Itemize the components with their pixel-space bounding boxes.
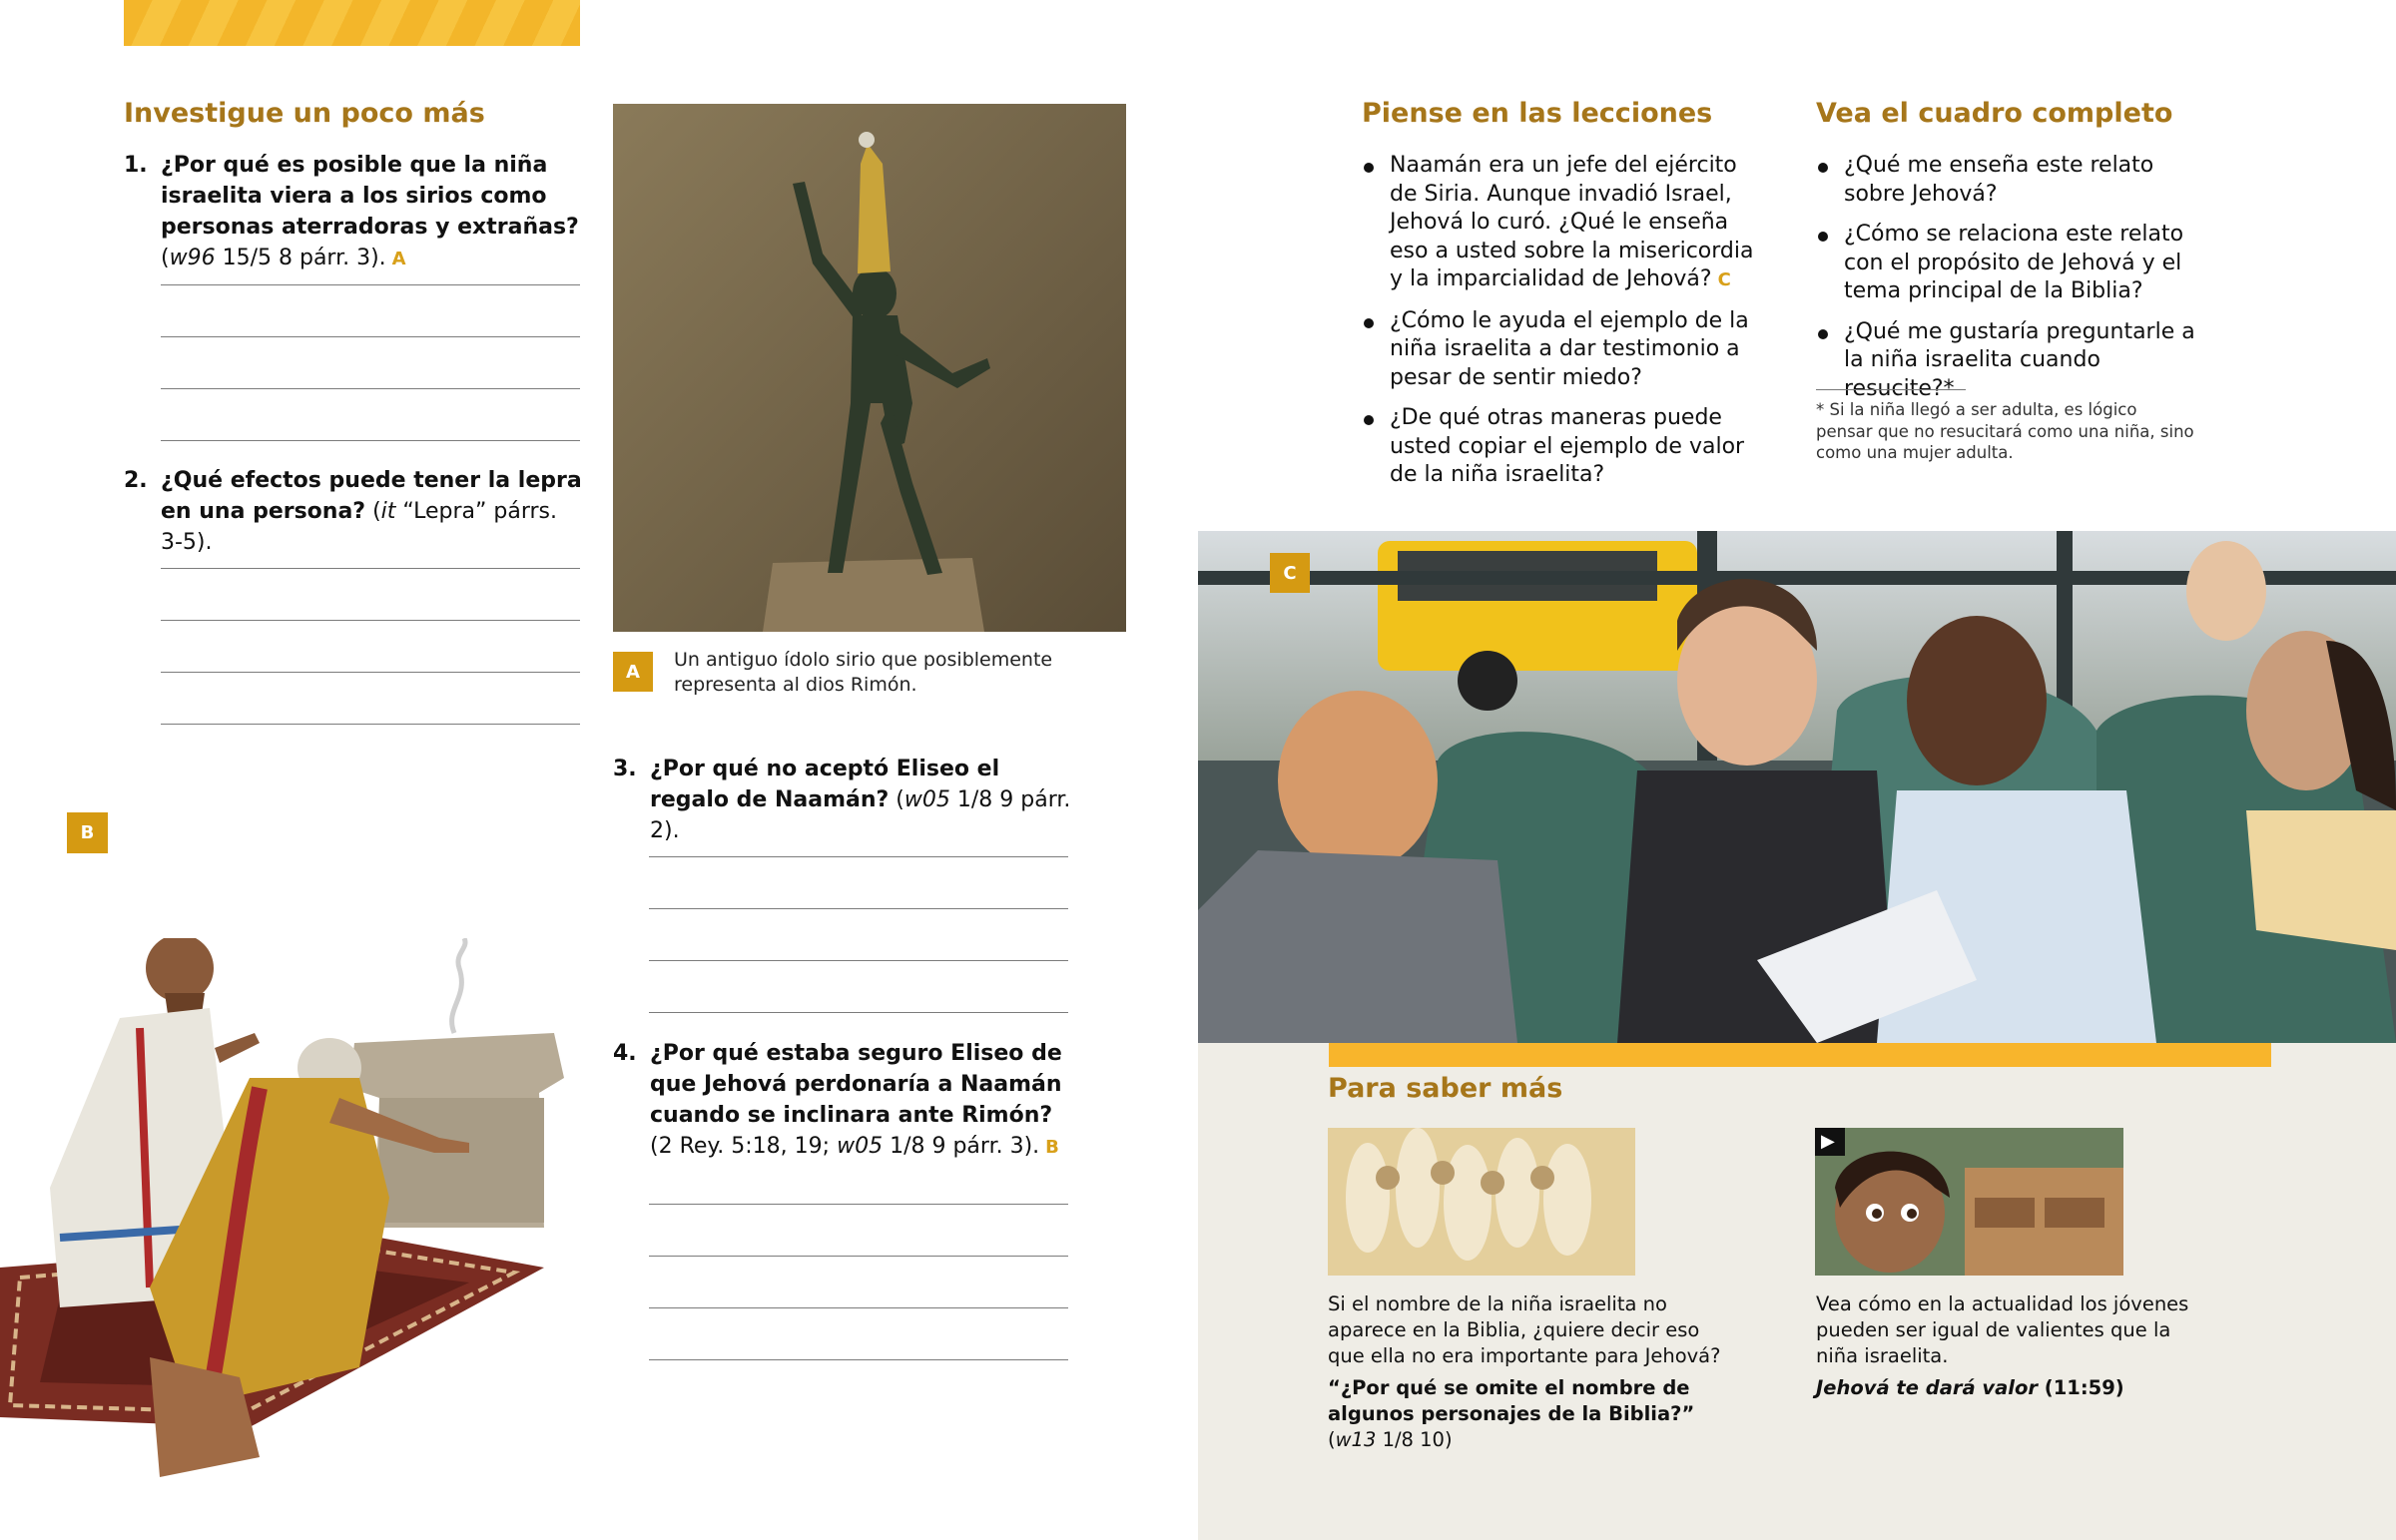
ref-location: 1/8 9 párr. 2). bbox=[650, 787, 1071, 843]
lesson-text: Naamán era un jefe del ejército de Siria. Aunque invadió Israel, Jehová lo curó. ¿Qué le enseña eso a usted sobre la misericordia y la imparcialidad de Jehová? bbox=[1390, 153, 1754, 291]
section-title-lessons: Piense en las lecciones bbox=[1362, 98, 1713, 129]
answer-line bbox=[649, 1256, 1068, 1257]
lesson-text: ¿Cómo le ayuda el ejemplo de la niña israelita a dar testimonio a pesar de sentir miedo? bbox=[1390, 307, 1749, 390]
answer-line bbox=[161, 388, 580, 389]
ref-publication: it bbox=[380, 499, 396, 524]
ref-publication: w05 bbox=[903, 787, 950, 812]
image-ref-letter: B bbox=[1045, 1137, 1059, 1158]
ref-location: 1/8 10) bbox=[1376, 1428, 1453, 1451]
article-title[interactable]: “¿Por qué se omite el nombre de algunos personajes de la Biblia?” bbox=[1328, 1376, 1695, 1425]
video-duration: (11:59) bbox=[2038, 1376, 2124, 1399]
question-number: 2. bbox=[124, 468, 148, 493]
answer-line bbox=[161, 440, 580, 441]
ref-location: “Lepra” párrs. 3-5). bbox=[161, 499, 558, 555]
question-1 bbox=[124, 150, 583, 274]
caption-idol: Un antiguo ídolo sirio que posiblemente representa al dios Rimón. bbox=[674, 649, 1053, 696]
lesson-item bbox=[1362, 404, 1771, 490]
image-ref-letter: A bbox=[391, 249, 406, 269]
video-title[interactable]: Jehová te dará valor bbox=[1816, 1376, 2039, 1399]
lesson-item bbox=[1362, 152, 1771, 295]
question-number: 3. bbox=[613, 757, 637, 781]
answer-line bbox=[161, 620, 580, 621]
answer-line bbox=[161, 724, 580, 725]
answer-line bbox=[161, 568, 580, 569]
answer-line bbox=[649, 1012, 1068, 1013]
lessons-list bbox=[1362, 152, 1771, 502]
picture-list bbox=[1816, 152, 2195, 415]
panel-accent-bar bbox=[1329, 1043, 2271, 1067]
play-icon[interactable]: ▶ bbox=[1821, 1131, 1835, 1152]
badge-c: C bbox=[1270, 553, 1310, 593]
question-3 bbox=[613, 754, 1072, 846]
ref-publication: w13 bbox=[1335, 1428, 1377, 1451]
lesson-text: ¿De qué otras maneras puede usted copiar el ejemplo de valor de la niña israelita? bbox=[1390, 405, 1745, 487]
picture-item: ¿Qué me gustaría preguntarle a la niña israelita cuando resucite?* bbox=[1816, 318, 2195, 404]
footnote: * Si la niña llegó a ser adulta, es lógico pensar que no resucitará como una niña, sino como una mujer adulta. bbox=[1816, 400, 2194, 462]
answer-line bbox=[161, 672, 580, 673]
question-number: 4. bbox=[613, 1041, 637, 1066]
question-2 bbox=[124, 465, 583, 558]
image-ref-letter: C bbox=[1717, 269, 1731, 290]
question-text: ¿Por qué es posible que la niña israelita viera a los sirios como personas aterradoras y extrañas? bbox=[161, 153, 579, 240]
decorative-gold-strip bbox=[124, 0, 580, 46]
answer-line bbox=[649, 1204, 1068, 1205]
badge-a: A bbox=[613, 652, 653, 692]
ref-publication: w96 bbox=[169, 246, 216, 270]
ref-open: (2 Rey. 5:18, 19; bbox=[650, 1134, 838, 1159]
answer-line bbox=[649, 908, 1068, 909]
ref-open: ( bbox=[889, 787, 904, 812]
answer-line bbox=[161, 336, 580, 337]
ref-open: ( bbox=[1328, 1428, 1336, 1451]
ref-open: ( bbox=[161, 246, 170, 270]
badge-b: B bbox=[67, 812, 108, 853]
ref-location: 1/8 9 párr. 3). bbox=[883, 1134, 1040, 1159]
answer-line bbox=[649, 1307, 1068, 1308]
question-number: 1. bbox=[124, 153, 148, 178]
ref-open: ( bbox=[365, 499, 381, 524]
answer-line bbox=[649, 856, 1068, 857]
answer-line bbox=[649, 960, 1068, 961]
learn-more-left-article[interactable] bbox=[1328, 1375, 1747, 1453]
bus-photo bbox=[1198, 531, 2396, 1043]
answer-line bbox=[161, 284, 580, 285]
picture-item: ¿Qué me enseña este relato sobre Jehová? bbox=[1816, 152, 2195, 209]
ref-location: 15/5 8 párr. 3). bbox=[215, 246, 386, 270]
naaman-illustration bbox=[0, 938, 599, 1540]
ref-publication: w05 bbox=[837, 1134, 884, 1159]
angels-thumbnail[interactable] bbox=[1328, 1128, 1635, 1276]
learn-more-right-text: Vea cómo en la actualidad los jóvenes pueden ser igual de valientes que la niña israelita. bbox=[1816, 1292, 2189, 1367]
question-4 bbox=[613, 1038, 1072, 1163]
picture-item: ¿Cómo se relaciona este relato con el propósito de Jehová y el tema principal de la Biblia? bbox=[1816, 221, 2195, 306]
footnote-rule bbox=[1816, 389, 1966, 390]
answer-line bbox=[649, 1359, 1068, 1360]
question-text: ¿Qué efectos puede tener la lepra en una persona? bbox=[161, 468, 582, 524]
learn-more-left-text: Si el nombre de la niña israelita no aparece en la Biblia, ¿quiere decir eso que ella no era importante para Jehová? bbox=[1328, 1292, 1721, 1367]
section-title-picture: Vea el cuadro completo bbox=[1816, 98, 2173, 129]
section-title-investigate: Investigue un poco más bbox=[124, 98, 485, 129]
question-text: ¿Por qué estaba seguro Eliseo de que Jehová perdonaría a Naamán cuando se inclinara ante Rimón? bbox=[650, 1041, 1062, 1128]
lesson-item bbox=[1362, 307, 1771, 393]
learn-more-right-video[interactable] bbox=[1816, 1375, 2195, 1401]
section-title-learn-more: Para saber más bbox=[1328, 1073, 1563, 1104]
idol-illustration bbox=[613, 104, 1126, 632]
video-thumbnail[interactable] bbox=[1815, 1128, 2123, 1276]
question-text: ¿Por qué no aceptó Eliseo el regalo de Naamán? bbox=[650, 757, 1000, 812]
idol-photo bbox=[613, 104, 1126, 632]
